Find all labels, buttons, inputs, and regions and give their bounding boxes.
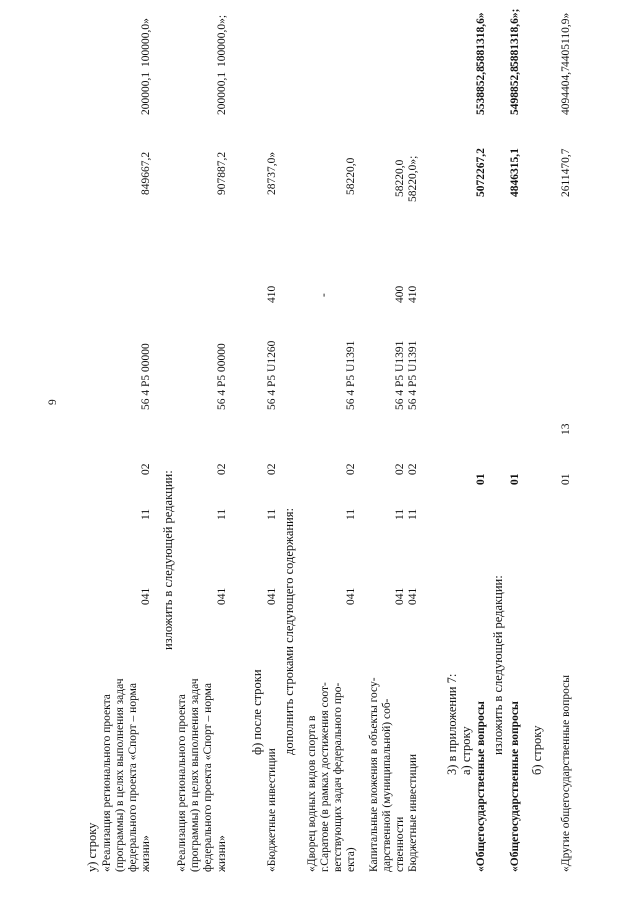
f-row1-c1: 041 xyxy=(266,587,278,605)
f-row3-c1: 041 xyxy=(394,587,406,605)
app7-row2-v2: 5498852,8 xyxy=(509,66,521,115)
y-row1-c2: 11 xyxy=(140,508,152,520)
y-row1-v3: 100000,0» xyxy=(140,18,152,67)
y-row2-c3: 02 xyxy=(216,463,228,475)
f-row2-name-line: екта) xyxy=(345,847,357,872)
app7-row2-v1: 4846315,1 xyxy=(509,148,521,197)
y-row2-v2: 200000,1 xyxy=(216,71,228,115)
f-row3-v1: 58220,0 xyxy=(394,159,406,197)
app7-row1-c1: 01 xyxy=(475,473,487,485)
app7-row3-v2: 4094404,7 xyxy=(560,66,572,115)
f-row3-c3: 02 xyxy=(394,463,406,475)
f-row2-c2: 11 xyxy=(345,508,357,520)
y-row1-v2: 200000,1 xyxy=(140,71,152,115)
section-f-heading: ф) после строки xyxy=(250,669,264,755)
f-row1-c4: 56 4 P5 U1260 xyxy=(266,340,278,410)
app7-row2-v3: 5881318,6»; xyxy=(509,8,521,67)
f-row1-name: «Бюджетные инвестиции xyxy=(266,748,278,872)
f-row1-c2: 11 xyxy=(266,508,278,520)
y-row2-v3: 100000,0»; xyxy=(216,14,228,67)
y-row2-name-line: (программы) в целях выполнения задач xyxy=(189,678,201,872)
y-row1-name-line: (программы) в целях выполнения задач xyxy=(114,678,126,872)
f-row1-c5: 410 xyxy=(266,285,278,303)
f-row3-c4: 56 4 P5 U1391 xyxy=(394,340,406,410)
app7-row3-c1: 01 xyxy=(560,473,572,485)
f-row2-c5: - xyxy=(318,293,330,297)
f-row3-name-line: Капитальные вложения в объекты госу- xyxy=(368,677,380,872)
f-row1-c3: 02 xyxy=(266,463,278,475)
y-row2-c4: 56 4 P5 00000 xyxy=(216,343,228,410)
f-row3-name-line: дарственной (муниципальной) соб- xyxy=(381,698,393,872)
y-row2-name-line: федерального проекта «Спорт – норма xyxy=(202,683,214,872)
y-row1-name-line: «Реализация регионального проекта xyxy=(101,694,113,872)
app7-heading: 3) в приложении 7: xyxy=(445,673,459,775)
app7-a-heading: а) строку xyxy=(459,726,473,775)
f-row2-name-line: «Дворец водных видов спорта в xyxy=(306,715,318,872)
f-row4-c1: 041 xyxy=(407,587,419,605)
app7-row1-name: «Общегосударственные вопросы xyxy=(475,701,487,872)
f-add-heading: дополнить строками следующего содержания: xyxy=(282,508,296,755)
y-row2-v1: 907887,2 xyxy=(216,151,228,195)
f-row3-c2: 11 xyxy=(394,508,406,520)
f-row4-c5: 410 xyxy=(407,285,419,303)
f-row2-c4: 56 4 P5 U1391 xyxy=(345,340,357,410)
y-replace-heading: изложить в следующей редакции: xyxy=(161,470,175,650)
app7-replace-heading: изложить в следующей редакции: xyxy=(491,575,505,755)
y-row2-name-line: жизни» xyxy=(216,835,228,872)
f-row4-c3: 02 xyxy=(407,463,419,475)
y-row1-c3: 02 xyxy=(140,463,152,475)
app7-row3-v3: 4405110,9» xyxy=(560,12,572,67)
app7-row3-name: «Другие общегосударственные вопросы xyxy=(560,675,572,872)
f-row2-c1: 041 xyxy=(345,587,357,605)
f-row2-v1: 58220,0 xyxy=(345,157,357,195)
app7-row3-c2: 13 xyxy=(560,423,572,435)
f-row4-v1: 58220,0»; xyxy=(407,155,419,202)
y-row1-name-line: жизни» xyxy=(140,835,152,872)
f-row4-c4: 56 4 P5 U1391 xyxy=(407,340,419,410)
f-row2-name-line: ветствующих задач федерального про- xyxy=(332,682,344,872)
section-y-heading: у) строку xyxy=(85,822,99,872)
y-row1-v1: 849667,2 xyxy=(140,151,152,195)
f-row2-c3: 02 xyxy=(345,463,357,475)
y-row2-c2: 11 xyxy=(216,508,228,520)
y-row1-c1: 041 xyxy=(140,587,152,605)
y-row1-name-line: федерального проекта «Спорт – норма xyxy=(127,683,139,872)
page-number: 9 xyxy=(47,399,59,405)
y-row2-name-line: «Реализация регионального проекта xyxy=(176,694,188,872)
app7-row2-name: «Общегосударственные вопросы xyxy=(509,701,521,872)
app7-row2-c1: 01 xyxy=(509,473,521,485)
y-row2-c1: 041 xyxy=(216,587,228,605)
f-row2-name-line: г.Саратове (в рамках достижения соот- xyxy=(319,682,331,872)
app7-row1-v1: 5072267,2 xyxy=(475,148,487,197)
app7-row1-v2: 5538852,8 xyxy=(475,66,487,115)
app7-b-heading: б) строку xyxy=(530,725,544,775)
app7-row1-v3: 5881318,6» xyxy=(475,12,487,67)
f-row3-c5: 400 xyxy=(394,285,406,303)
app7-row3-v1: 2611470,7 xyxy=(560,148,572,197)
f-row1-v1: 28737,0» xyxy=(266,151,278,195)
f-row3-name-line: ственности xyxy=(394,816,406,872)
f-row4-name: Бюджетные инвестиции xyxy=(407,753,419,872)
f-row4-c2: 11 xyxy=(407,508,419,520)
y-row1-c4: 56 4 P5 00000 xyxy=(140,343,152,410)
